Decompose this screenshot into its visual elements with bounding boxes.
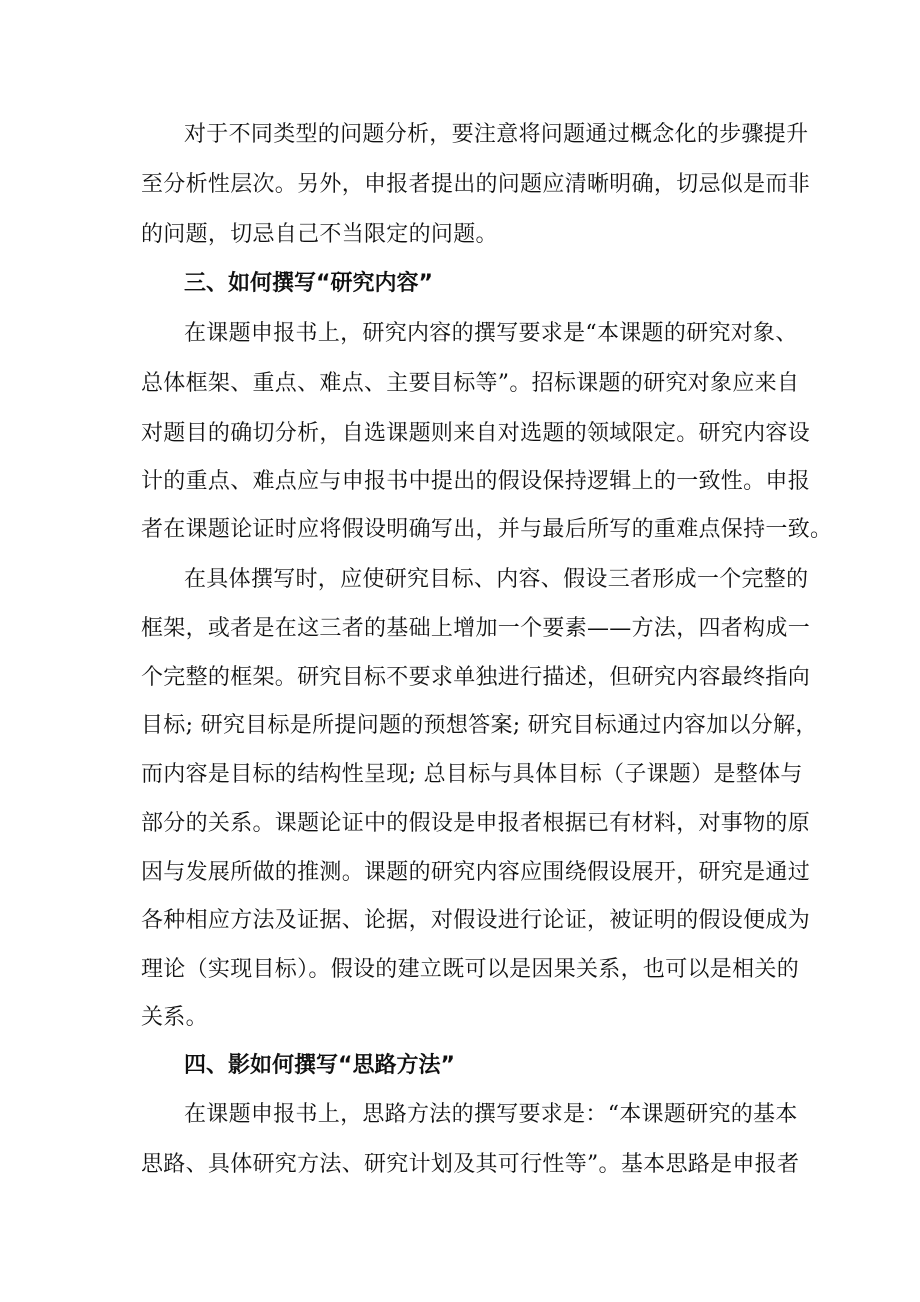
- section-4-paragraph-line: 在课题申报书上，思路方法的撰写要求是：“本课题研究的基本: [184, 1102, 798, 1127]
- section-3-paragraph-2-line: 目标; 研究目标是所提问题的预想答案; 研究目标通过内容加以分解，: [141, 713, 818, 738]
- section-3-paragraph-2-line: 而内容是目标的结构性呈现; 总目标与具体目标（子课题）是整体与: [141, 762, 803, 787]
- section-4-heading: 四、影如何撰写“思路方法”: [184, 1053, 455, 1078]
- section-3-paragraph-2-line: 部分的关系。课题论证中的假设是申报者根据已有材料，对事物的原: [141, 811, 811, 836]
- intro-paragraph-line: 对于不同类型的问题分析，要注意将问题通过概念化的步骤提升: [184, 122, 809, 147]
- section-3-heading: 三、如何撰写“研究内容”: [184, 271, 433, 296]
- section-3-paragraph-2-line: 在具体撰写时，应使研究目标、内容、假设三者形成一个完整的: [184, 567, 809, 592]
- intro-paragraph-line: 的问题，切忌自己不当限定的问题。: [141, 222, 498, 247]
- section-3-paragraph-2-line: 因与发展所做的推测。课题的研究内容应围绕假设展开，研究是通过: [141, 860, 811, 885]
- section-3-paragraph-2-line: 关系。: [141, 1005, 208, 1030]
- section-3-paragraph-2-line: 理论（实现目标）。假设的建立既可以是因果关系，也可以是相关的: [141, 957, 800, 982]
- section-3-paragraph-line: 计的重点、难点应与申报书中提出的假设保持逻辑上的一致性。申报: [141, 469, 811, 494]
- section-3-paragraph-line: 者在课题论证时应将假设明确写出，并与最后所写的重难点保持一致。: [141, 517, 833, 542]
- section-3-paragraph-2-line: 个完整的框架。研究目标不要求单独进行描述，但研究内容最终指向: [141, 665, 811, 690]
- section-3-paragraph-2-line: 各种相应方法及证据、论据，对假设进行论证，被证明的假设便成为: [141, 908, 811, 933]
- section-3-paragraph-line: 在课题申报书上，研究内容的撰写要求是“本课题的研究对象、: [184, 321, 798, 346]
- section-4-paragraph-line: 思路、具体研究方法、研究计划及其可行性等”。基本思路是申报者: [141, 1152, 800, 1177]
- section-3-paragraph-line: 对题目的确切分析，自选课题则来自对选题的领域限定。研究内容设: [141, 421, 811, 446]
- intro-paragraph-line: 至分析性层次。另外，申报者提出的问题应清晰明确，切忌似是而非: [141, 172, 811, 197]
- section-3-paragraph-2-line: 框架，或者是在这三者的基础上增加一个要素——方法，四者构成一: [141, 616, 811, 641]
- section-3-paragraph-line: 总体框架、重点、难点、主要目标等”。招标课题的研究对象应来自: [141, 371, 800, 396]
